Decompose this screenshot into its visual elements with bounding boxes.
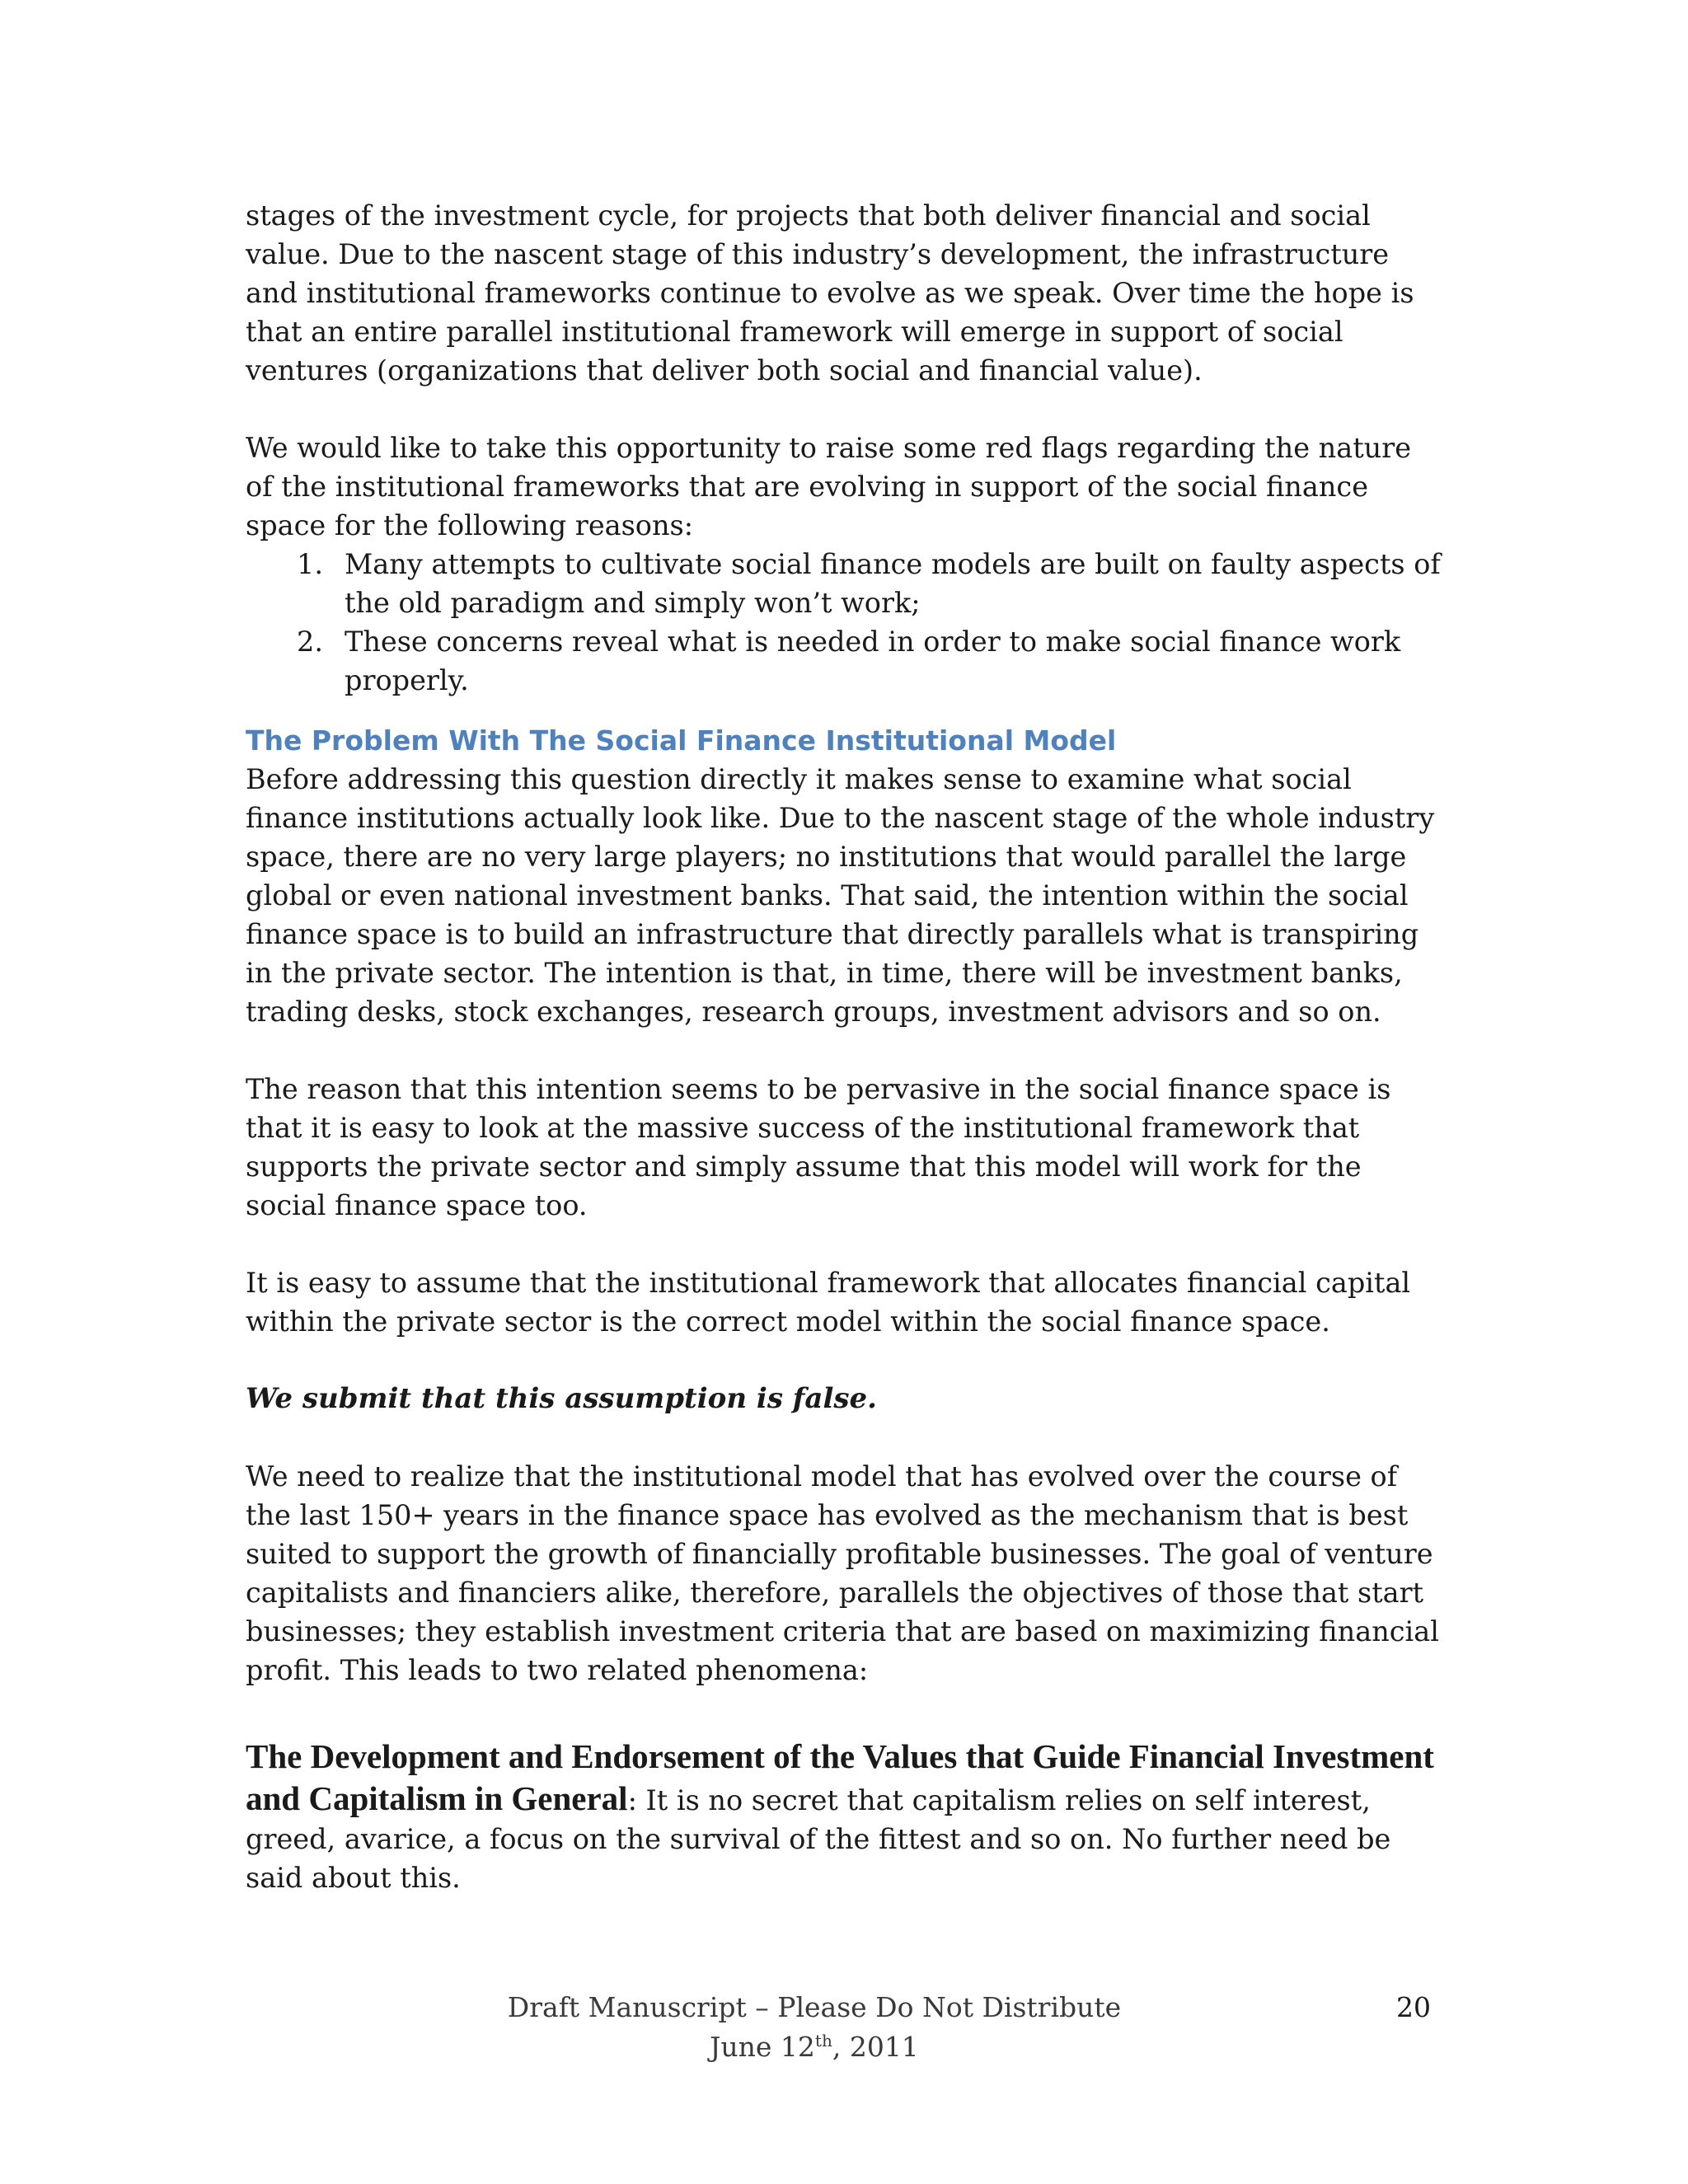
paragraph-institutional-model: We need to realize that the institutional model that has evolved over the course of the last 150+ years in the finance space has evolved as the mechanism that is best suited to support the growth of financially profitable businesses. The goal of venture capitalists and financiers alike, therefore, parallels the objectives of those that start businesses; they establish investment criteria that are based on maximizing financial profit. This leads to two related phenomena:	[246, 1460, 1439, 1686]
footer-draft-notice: Draft Manuscript – Please Do Not Distribute	[507, 1991, 1122, 2023]
footer-date-suffix: , 2011	[832, 2031, 919, 2063]
paragraph-reason: The reason that this intention seems to be pervasive in the social finance space is that it is easy to look at the massive success of the institutional framework that supports the private sector and simply assume that this model will work for the social finance space too.	[246, 1073, 1391, 1221]
footer-date-prefix: June 12	[710, 2031, 815, 2063]
emphasis-statement: We submit that this assumption is false.	[246, 1382, 877, 1415]
list-number: 1.	[297, 548, 323, 580]
inline-text: : It is no secret that capitalism relies on self interest, greed, avarice, a focus on the survival of the fittest and so on. No further need be said about this.	[246, 1784, 1391, 1894]
footer-date	[246, 2027, 1383, 2067]
paragraph-red-flags: We would like to take this opportunity to raise some red flags regarding the nature of the institutional frameworks that are evolving in support of the social finance space for the following reasons:	[246, 432, 1412, 541]
document-page	[246, 196, 1441, 1897]
footer-date-superscript: th	[814, 2031, 832, 2050]
page-number: 20	[1396, 1991, 1431, 2023]
inline-bold-heading: The Development and Endorsement of the Values that Guide Financial Investment and Capitalism in General	[246, 1737, 1434, 1817]
section-heading: The Problem With The Social Finance Institutional Model	[246, 724, 1117, 757]
paragraph-intro: stages of the investment cycle, for projects that both deliver financial and social value. Due to the nascent stage of this industry’s development, the infrastructure and institutional frameworks continue to evolve as we speak. Over time the hope is that an entire parallel institutional framework will emerge in support of social ventures (organizations that deliver both social and financial value).	[246, 199, 1414, 387]
list-item	[246, 622, 1441, 700]
list-number: 2.	[297, 626, 323, 658]
paragraph-values	[246, 1736, 1441, 1897]
list-item-text: These concerns reveal what is needed in order to make social finance work properly.	[345, 626, 1401, 696]
reasons-list	[246, 545, 1441, 700]
list-item-text: Many attempts to cultivate social finance models are built on faulty aspects of the old paradigm and simply won’t work;	[345, 548, 1441, 619]
list-item	[246, 545, 1441, 622]
paragraph-institutions: Before addressing this question directly it makes sense to examine what social finance institutions actually look like. Due to the nascent stage of the whole industry space, there are no very large players; no institutions that would parallel the large global or even national investment banks. That said, the intention within the social finance space is to build an infrastructure that directly parallels what is transpiring in the private sector. The intention is that, in time, there will be investment banks, trading desks, stock exchanges, research groups, investment advisors and so on.	[246, 763, 1435, 1028]
page-footer	[246, 1988, 1441, 2067]
paragraph-assumption: It is easy to assume that the institutional framework that allocates financial capital within the private sector is the correct model within the social finance space.	[246, 1267, 1411, 1338]
